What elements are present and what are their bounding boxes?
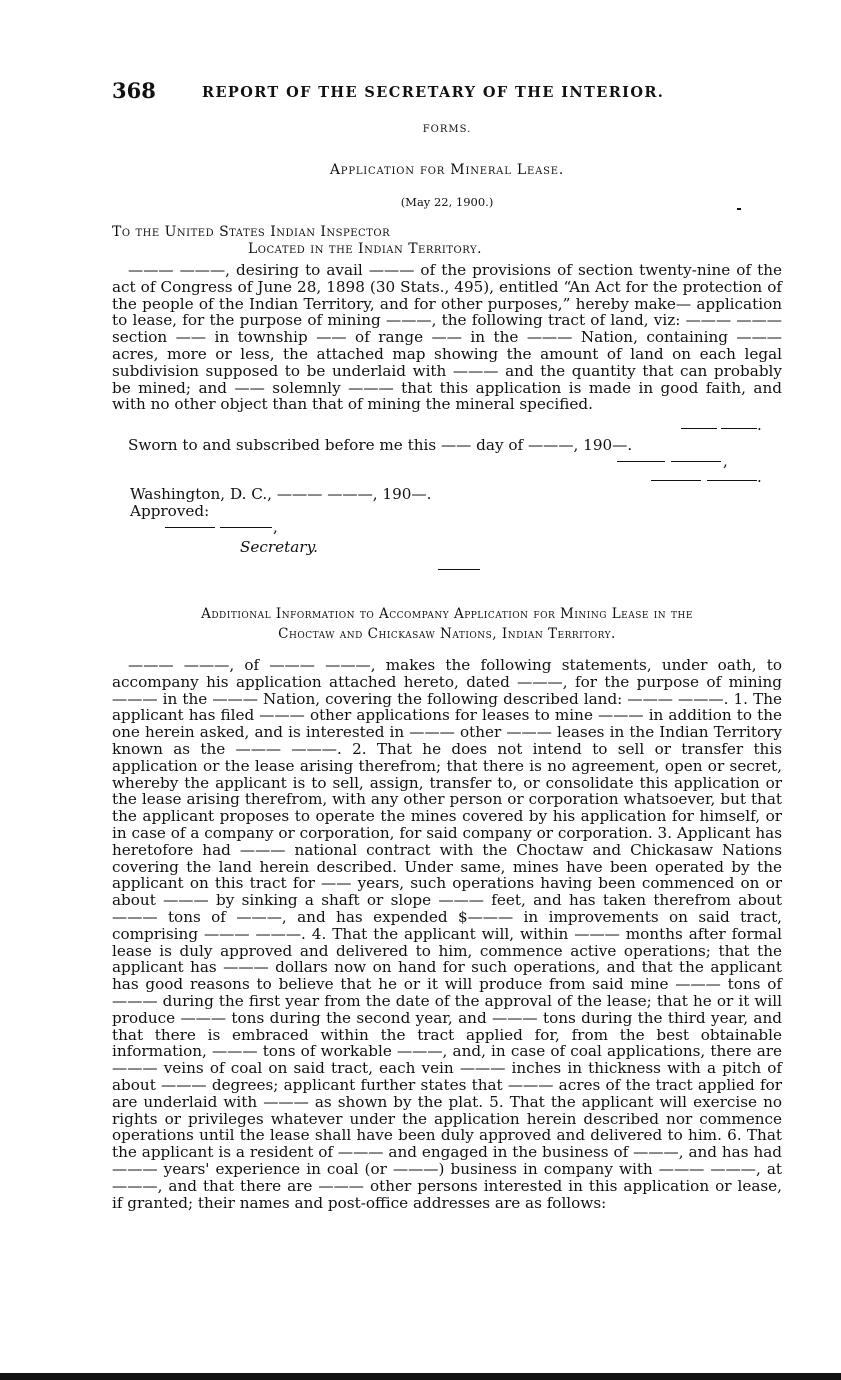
signature-comma: , [723,452,728,470]
application-date: (May 22, 1900.) [400,195,494,209]
signature-period: . [757,468,762,486]
signature-blank [617,461,665,462]
signature-blank [651,480,701,481]
signature-blank [220,527,272,528]
signature-blank [671,461,721,462]
additional-title-line-2: Choctaw and Chickasaw Nations, Indian Territory. [278,626,616,642]
signature-blank [707,480,757,481]
stray-mark [737,208,741,210]
signature-blank [721,428,757,429]
secretary-label: Secretary. [240,538,318,556]
signature-comma: , [273,518,278,536]
washington-line: Washington, D. C., ——— ———, 190—. [130,485,432,503]
running-title: REPORT OF THE SECRETARY OF THE INTERIOR. [202,84,665,101]
scan-edge [0,1373,841,1380]
signature-blank [165,527,215,528]
signature-blank [681,428,717,429]
address-line-1: To the United States Indian Inspector [112,224,391,240]
additional-body: ——— ———, of ——— ———, makes the following statements, under oath, to accompany his application attached hereto, dated ———, for the purpose of mining ——— in the ——— Nation, covering the following described land: ——— ———. 1. The applicant has filed ——— other applications for leases to mine ——— in addition to the one herein asked, and is interested in ——— other ——— leases in the Indian Territory known as the ——— ———. 2. That he does not intend to sell or transfer this application or the lease arising therefrom; that there is no agreement, open or secret, whereby the applicant is to sell, assign, transfer to, or consolidate this application or the lease arising therefrom, with any other person or corporation whatsoever, but that the applicant proposes to operate the mines covered by his application for himself, or in case of a company or corporation, for said company or corporation. 3. Applicant has heretofore had ——— national contract with the Choctaw and Chickasaw Nations covering the land herein described. Under same, mines have been operated by the applicant on this tract for —— years, such operations having been commenced on or about ——— by sinking a shaft or slope ——— feet, and has taken therefrom about ——— tons of ———, and has expended $——— in improvements on said tract, comprising ——— ———. 4. That the applicant will, within ——— months after formal lease is duly approved and delivered to him, commence active operations; that the applicant has ——— dollars now on hand for such operations, and that the applicant has good reasons to believe that he or it will produce from said mine ——— tons of ——— during the first year from the date of the approval of the lease; that he or it will produce ——— tons during the second year, and ——— tons during the third year, and that there is embraced within the tract applied for, from the best obtainable information, ——— tons of workable ———, and, in case of coal applications, there are ——— veins of coal on said tract, each vein ——— inches in thickness with a pitch of about ——— degrees; applicant further states that ——— acres of the tract applied for are underlaid with ——— as shown by the plat. 5. That the applicant will exercise no rights or privileges whatever under the application herein described nor commence operations until the lease shall have been duly approved and delivered to him. 6. That the applicant is a resident of ——— and engaged in the business of ———, and has had ——— years' experience in coal (or ———) business in company with ——— ———, at ———, and that there are ——— other persons interested in this application or lease, if granted; their names and post-office addresses are as follows: [112,656,782,1212]
sworn-line: Sworn to and subscribed before me this —— day of ———, 190—. [128,436,633,454]
approved-label: Approved: [130,502,210,520]
additional-title-line-1: Additional Information to Accompany Application for Mining Lease in the [201,606,693,622]
signature-period: . [757,416,762,434]
address-line-2: Located in the Indian Territory. [248,241,483,257]
application-title: Application for Mineral Lease. [329,162,565,178]
forms-heading: FORMS. [422,124,472,135]
application-body: ——— ———, desiring to avail ——— of the provisions of section twenty-nine of the act of Congress of June 28, 1898 (30 Stats., 495), entitled “An Act for the protection of the people of the Indian Territory, and for other purposes,” hereby make— application to lease, for the purpose of mining ———, the following tract of land, viz: ——— ——— section —— in township —— of range —— in the ——— Nation, containing ——— acres, more or less, the attached map showing the amount of land on each legal subdivision supposed to be underlaid with ——— and the quantity that can probably be mined; and —— solemnly ——— that this application is made in good faith, and with no other object than that of mining the mineral specified. [112,261,782,414]
section-divider [438,569,480,570]
additional-title [112,604,782,644]
page-number: 368 [112,78,156,103]
